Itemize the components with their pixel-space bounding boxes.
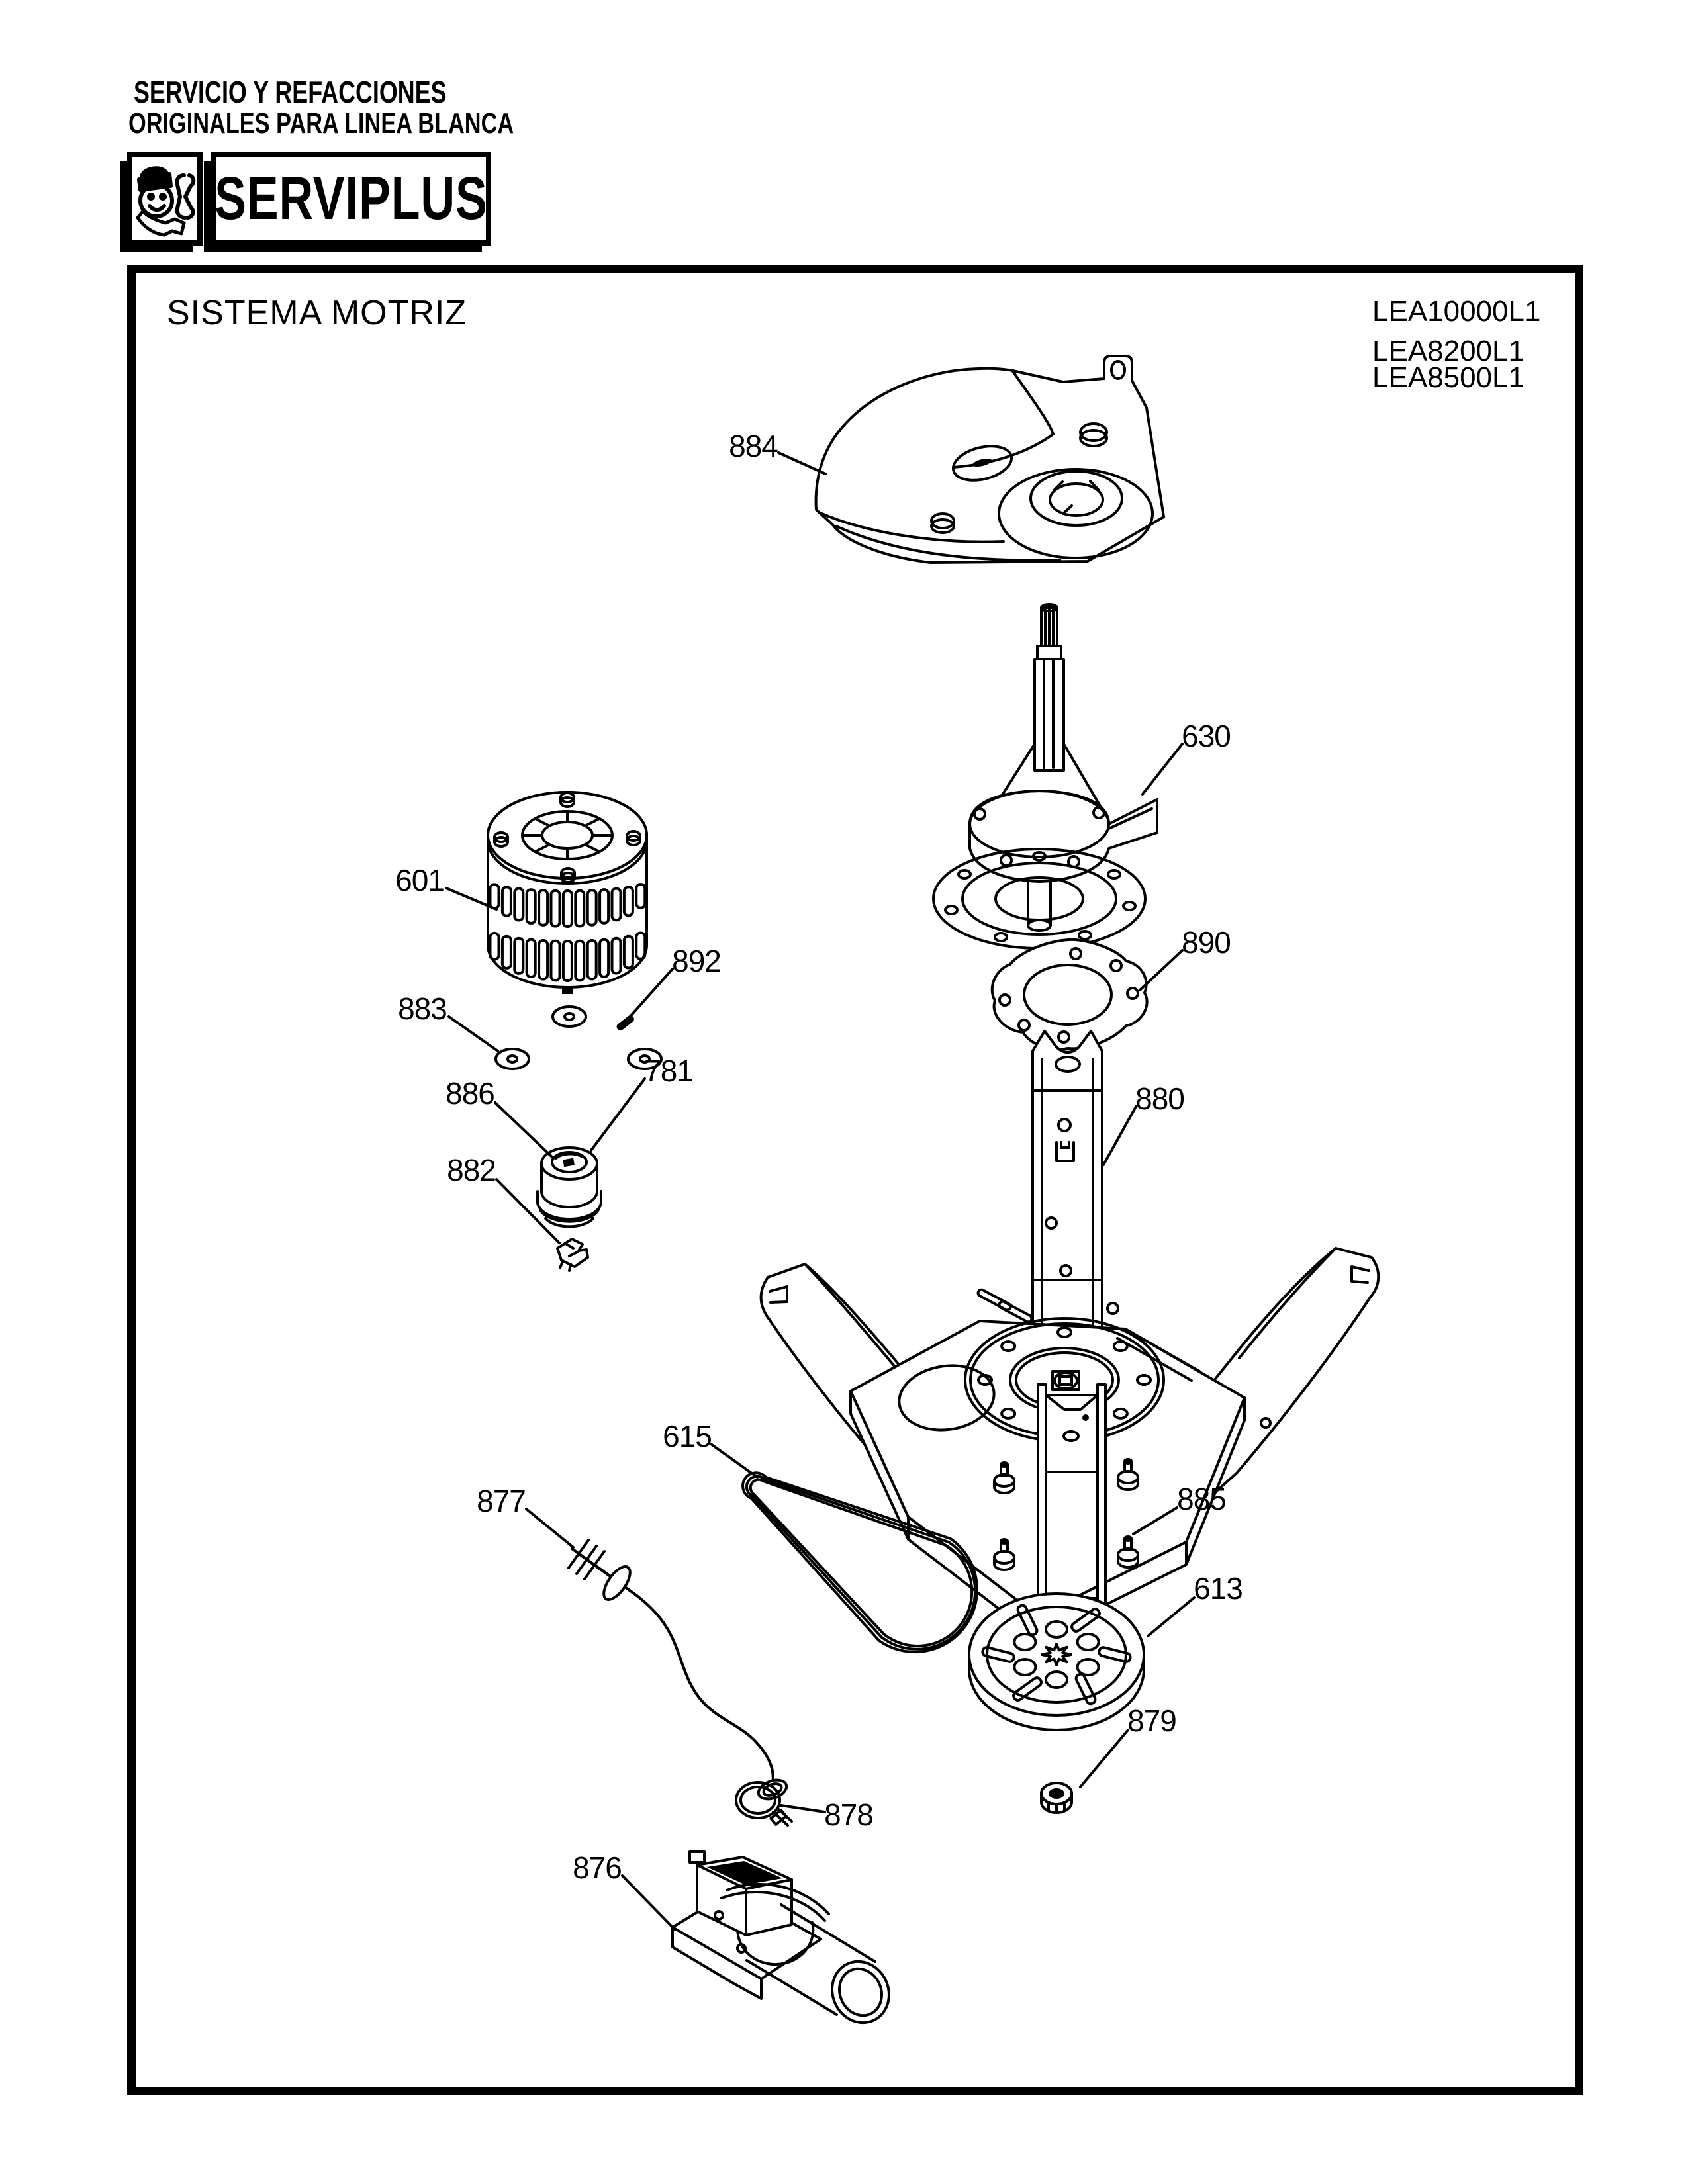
leader-line-886	[495, 1103, 553, 1158]
callout-layer	[395, 429, 1243, 1930]
part-882-clip-drawing	[557, 1239, 588, 1271]
part-number-613: 613	[1194, 1571, 1243, 1606]
leader-line-879	[1080, 1730, 1128, 1787]
exploded-parts-diagram	[136, 273, 1575, 2087]
part-number-885: 885	[1177, 1482, 1226, 1516]
leader-line-781	[591, 1079, 645, 1150]
part-number-883: 883	[398, 991, 447, 1026]
leader-line-890	[1140, 950, 1182, 990]
leader-line-877	[526, 1509, 573, 1547]
part-number-601: 601	[395, 863, 444, 897]
mechanic-with-wrench-icon	[132, 157, 197, 240]
leader-line-613	[1148, 1598, 1194, 1636]
part-number-892: 892	[672, 944, 721, 978]
part-number-886: 886	[445, 1076, 494, 1111]
drawing-frame	[127, 265, 1583, 2095]
brand-name: SERVIPLUS	[214, 165, 488, 232]
part-884-motor-cover-drawing	[816, 356, 1164, 563]
leader-line-876	[622, 1876, 675, 1930]
sheet-title: SISTEMA MOTRIZ	[167, 294, 467, 332]
part-number-630: 630	[1182, 719, 1231, 753]
part-number-884: 884	[729, 429, 778, 463]
leader-line-883	[449, 1017, 498, 1051]
leader-line-630	[1143, 744, 1182, 794]
part-number-876: 876	[573, 1850, 622, 1885]
leader-line-615	[711, 1444, 757, 1477]
header-line-2: ORIGINALES PARA LINEA BLANCA	[128, 107, 514, 140]
part-601-motor-drawing	[488, 792, 647, 994]
part-number-880: 880	[1135, 1081, 1184, 1116]
leader-line-884	[778, 453, 825, 474]
leader-line-880	[1103, 1107, 1136, 1165]
part-number-879: 879	[1127, 1704, 1176, 1738]
model-number: LEA10000L1	[1372, 295, 1541, 328]
part-890-gasket-drawing	[992, 940, 1147, 1050]
leader-line-892	[629, 969, 673, 1018]
part-883-washers-drawing	[496, 1007, 661, 1069]
header-line-1: SERVICIO Y REFACCIONES	[134, 75, 447, 109]
leader-line-878	[781, 1805, 825, 1812]
model-number: LEA8200L1	[1372, 335, 1524, 367]
logo-icon-box	[127, 152, 203, 246]
brand-box	[211, 152, 491, 246]
part-number-878: 878	[824, 1797, 873, 1832]
part-879-nut-drawing	[1041, 1783, 1072, 1813]
part-886-clutch-pulley-drawing	[538, 1148, 601, 1226]
part-number-882: 882	[447, 1153, 496, 1187]
leader-line-882	[496, 1179, 559, 1243]
part-630-transmission-drawing	[933, 604, 1157, 948]
part-877-drain-hose-drawing	[569, 1540, 789, 1803]
model-number: LEA8500L1	[1372, 361, 1524, 394]
part-876-drain-pump-drawing	[673, 1852, 899, 2032]
part-892-pin-drawing	[615, 1014, 635, 1032]
part-number-877: 877	[477, 1484, 526, 1518]
part-613-drive-pulley-drawing	[969, 1594, 1144, 1730]
part-number-615: 615	[663, 1419, 712, 1453]
part-number-890: 890	[1182, 925, 1231, 960]
part-number-781: 781	[644, 1054, 693, 1088]
part-880-suspension-base-drawing	[761, 1031, 1379, 1685]
